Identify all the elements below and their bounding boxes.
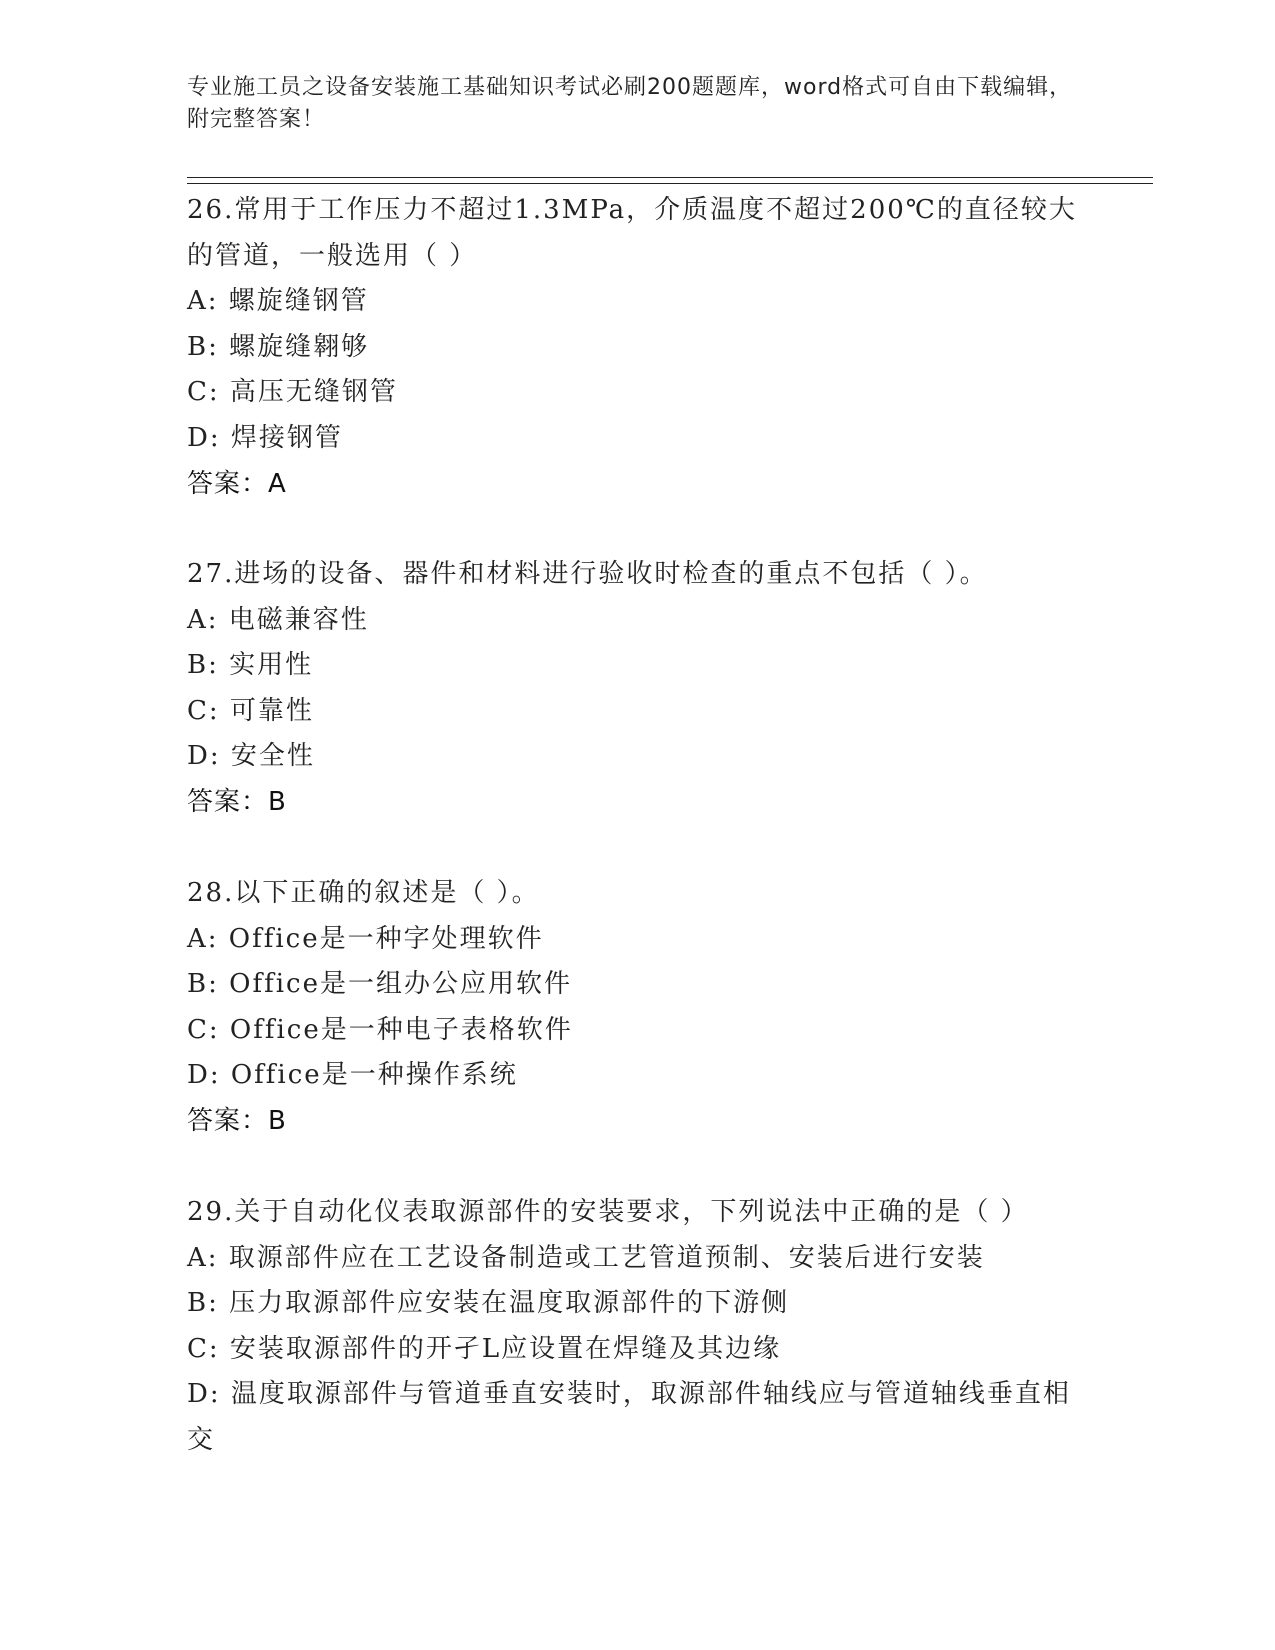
option-c: C: 安装取源部件的开孑L应设置在焊缝及其边缘 [187, 1333, 782, 1364]
question-29 [187, 1190, 1087, 1464]
option-a: A: 螺旋缝钢管 [187, 286, 369, 317]
option-c: C: 可靠性 [187, 695, 314, 726]
header-rule-top [187, 177, 1153, 178]
option-b: B: 实用性 [187, 650, 314, 681]
option-b: B: Office是一组办公应用软件 [187, 969, 572, 1000]
option-a: A: 电磁兼容性 [187, 604, 369, 635]
answer-line: 答案：B [187, 1105, 287, 1136]
question-28 [187, 871, 1087, 1145]
question-stem: 27.进场的设备、器件和材料进行验收时检查的重点不包括（ ）。 [187, 559, 988, 589]
option-d: D: 安全性 [187, 741, 315, 772]
question-26 [187, 188, 1087, 507]
question-stem: 28.以下正确的叙述是（ ）。 [187, 878, 540, 908]
question-27 [187, 552, 1087, 826]
option-d: D: 焊接钢管 [187, 422, 343, 453]
option-d: D: Office是一种操作系统 [187, 1060, 518, 1091]
answer-line: 答案：B [187, 786, 287, 817]
answer-line: 答案：A [187, 468, 287, 499]
option-c: C: Office是一种电子表格软件 [187, 1014, 573, 1045]
option-d: D: 温度取源部件与管道垂直安装时，取源部件轴线应与管道轴线垂直相交 [187, 1379, 1071, 1455]
question-stem: 26.常用于工作压力不超过1.3MPa，介质温度不超过200℃的直径较大的管道，一般选用（ ） [187, 195, 1077, 271]
option-a: A: Office是一种字处理软件 [187, 923, 544, 954]
option-c: C: 高压无缝钢管 [187, 377, 398, 408]
option-b: B: 压力取源部件应安装在温度取源部件的下游侧 [187, 1288, 790, 1319]
option-a: A: 取源部件应在工艺设备制造或工艺管道预制、安装后进行安装 [187, 1242, 985, 1273]
question-stem: 29.关于自动化仪表取源部件的安装要求，下列说法中正确的是（ ） [187, 1197, 1029, 1227]
document-header: 专业施工员之设备安装施工基础知识考试必刷200题题库，word格式可自由下载编辑，附完整答案！ [187, 75, 1073, 132]
option-b: B: 螺旋缝翱够 [187, 331, 370, 362]
header-rule-bottom [187, 183, 1153, 184]
